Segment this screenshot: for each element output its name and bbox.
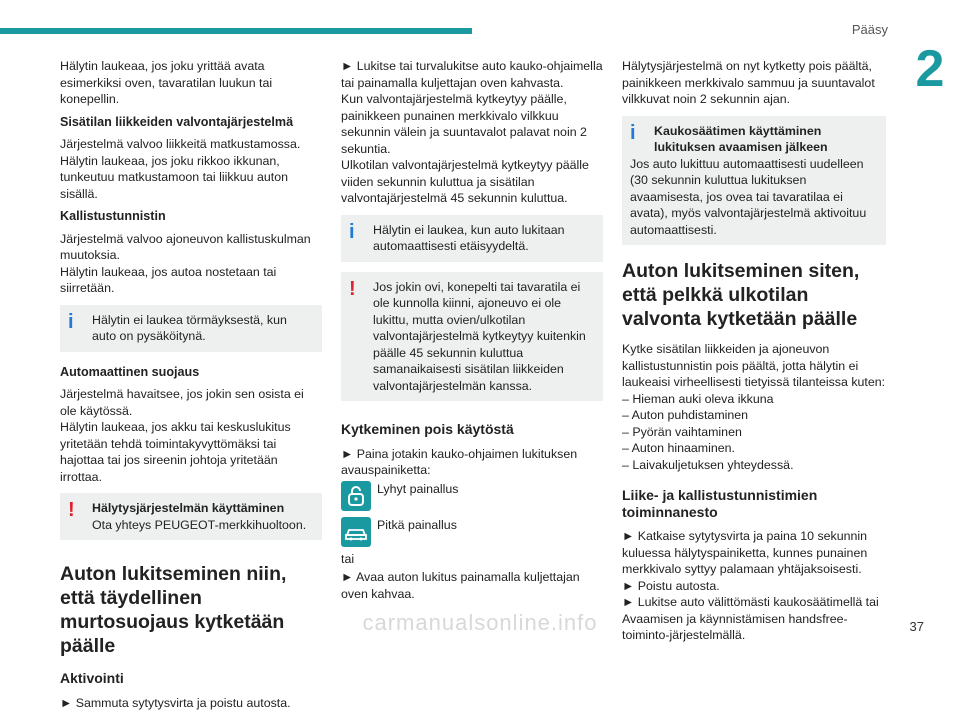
list-item: – Pyörän vaihtaminen <box>622 424 742 439</box>
column-3 <box>622 58 886 650</box>
list-item: – Auton hinaaminen. <box>622 441 735 455</box>
note-text: Jos jokin ovi, konepelti tai tavaratila ei ole kunnolla kiinni, ajoneuvo ei ole lukittu, mutta ovien/ulkotilan valvontajärjestelmä kytkeytyy kuitenkin päälle 45 sekunnin kuluttua samanaikaisesti sisätilan liikkeiden valvontajärjestelmän kanssa. <box>373 279 586 393</box>
list-item: – Hieman auki oleva ikkuna <box>622 391 774 406</box>
subheading-self-protection: Automaattinen suojaus <box>60 364 200 379</box>
paragraph: ► Sammuta sytytysvirta ja poistu autosta. <box>60 695 291 710</box>
note-text: Ota yhteys PEUGEOT-merkkihuoltoon. <box>92 517 307 532</box>
header-accent-bar <box>0 28 472 34</box>
info-note <box>341 215 603 262</box>
section-title: Pääsy <box>851 22 888 37</box>
short-press-label: Lyhyt painallus <box>377 481 459 496</box>
subheading-tilt: Kallistustunnistin <box>60 209 166 223</box>
car-icon <box>341 517 371 547</box>
note-text: Hälytin ei laukea, kun auto lukitaan automaattisesti etäisyydeltä. <box>373 222 565 253</box>
note-title: Hälytysjärjestelmän käyttäminen <box>92 501 285 515</box>
column-2 <box>341 58 603 608</box>
chapter-number: 2 <box>900 34 960 104</box>
warning-note <box>341 272 603 402</box>
paragraph: Hälytin laukeaa, jos joku yrittää avata esimerkiksi oven, tavaratilan luukun tai konepellin. <box>60 59 273 106</box>
long-press-label: Pitkä painallus <box>377 517 457 532</box>
watermark: carmanualsonline.info <box>362 610 598 635</box>
paragraph: Järjestelmä valvoo liikkeitä matkustamossa. Hälytin laukeaa, jos joku rikkoo ikkunan, tunkeutuu matkustamoon tai liikkuu auton sisällä. <box>60 137 301 201</box>
long-press-row <box>341 517 603 547</box>
info-icon: i <box>349 220 355 243</box>
paragraph: Hälytysjärjestelmä on nyt kytketty pois päältä, painikkeen merkkivalo sammuu ja suuntavalot vilkkuvat noin 2 sekunnin ajan. <box>622 59 875 106</box>
paragraph: ► Lukitse tai turvalukitse auto kauko-ohjaimella tai painamalla kuljettajan oven kahvasta. Kun valvontajärjestelmä kytkeytyy päälle, painikkeen punainen merkkivalo vilkkuu sekunnin välein ja suuntavalot palavat noin 2 sekuntia. Ulkotilan valvontajärjestelmä kytkeytyy päälle viiden sekunnin kuluttua ja sisätilan valvontajärjestelmä 45 sekunnin kuluttua. <box>341 59 603 205</box>
note-title: Kaukosäätimen käyttäminen lukituksen avaamisen jälkeen <box>654 123 828 154</box>
note-text: Hälytin ei laukea törmäyksestä, kun auto on pysäköitynä. <box>92 312 287 343</box>
heading-exterior-only: Auton lukitseminen siten, että pelkkä ulkotilan valvonta kytketään päälle <box>622 260 860 330</box>
warning-icon: ! <box>68 499 75 521</box>
heading-full-protection: Auton lukitseminen niin, että täydellinen murtosuojaus kytketään päälle <box>60 563 287 657</box>
subheading-activation: Aktivointi <box>60 670 124 686</box>
info-icon: i <box>68 310 74 333</box>
paragraph: Järjestelmä valvoo ajoneuvon kallistuskulman muutoksia. Hälytin laukeaa, jos autoa nostetaan tai siirretään. <box>60 231 311 295</box>
unlock-key-icon <box>341 481 371 511</box>
note-text: Jos auto lukittuu automaattisesti uudelleen (30 sekunnin kuluttua lukituksen avaamisesta, jos ovea tai tavaratilaa ei avata), myös valvontajärjestelmä aktivoituu automaattisesti. <box>630 156 867 237</box>
subheading-neutralisation: Liike- ja kallistustunnistimien toiminnanesto <box>622 487 818 520</box>
warning-icon: ! <box>349 277 356 300</box>
paragraph: Kytke sisätilan liikkeiden ja ajoneuvon kallistustunnistin pois päältä, jotta hälytin ei laukeaisi virheellisesti tietyissä tilanteissa kuten: <box>622 342 886 389</box>
paragraph: ► Avaa auton lukitus painamalla kuljettajan oven kahvaa. <box>341 570 580 601</box>
paragraph-or: tai <box>341 551 355 566</box>
subheading-deactivation: Kytkeminen pois käytöstä <box>341 421 514 437</box>
paragraph: ► Paina jotakin kauko-ohjaimen lukituksen avauspainiketta: <box>341 446 578 477</box>
info-icon: i <box>630 121 636 144</box>
warning-note <box>60 493 322 540</box>
page-number: 37 <box>909 619 924 634</box>
subheading-interior: Sisätilan liikkeiden valvontajärjestelmä <box>60 114 294 129</box>
list-item: – Laivakuljetuksen yhteydessä. <box>622 457 794 472</box>
short-press-row <box>341 481 603 511</box>
paragraph: Järjestelmä havaitsee, jos jokin sen osista ei ole käytössä. Hälytin laukeaa, jos akku tai keskuslukitus yritetään tehdä toimintakyvyttömäksi tai hajottaa tai jos sireenin johtoja yritetään irrottaa. <box>60 387 304 484</box>
info-note <box>622 116 886 246</box>
paragraph: ► Katkaise sytytysvirta ja paina 10 sekunnin kuluessa hälytyspainiketta, kunnes punainen merkkivalo syttyy palamaan yhtäjaksoisesti. ► Poistu autosta. ► Lukitse auto välittömästi kaukosäätimellä tai Avaamisen ja käynnistämisen handsfree-toiminto-järjestelmällä. <box>622 529 879 642</box>
situation-list <box>622 391 886 474</box>
list-item: – Auton puhdistaminen <box>622 408 749 422</box>
info-note <box>60 305 322 352</box>
